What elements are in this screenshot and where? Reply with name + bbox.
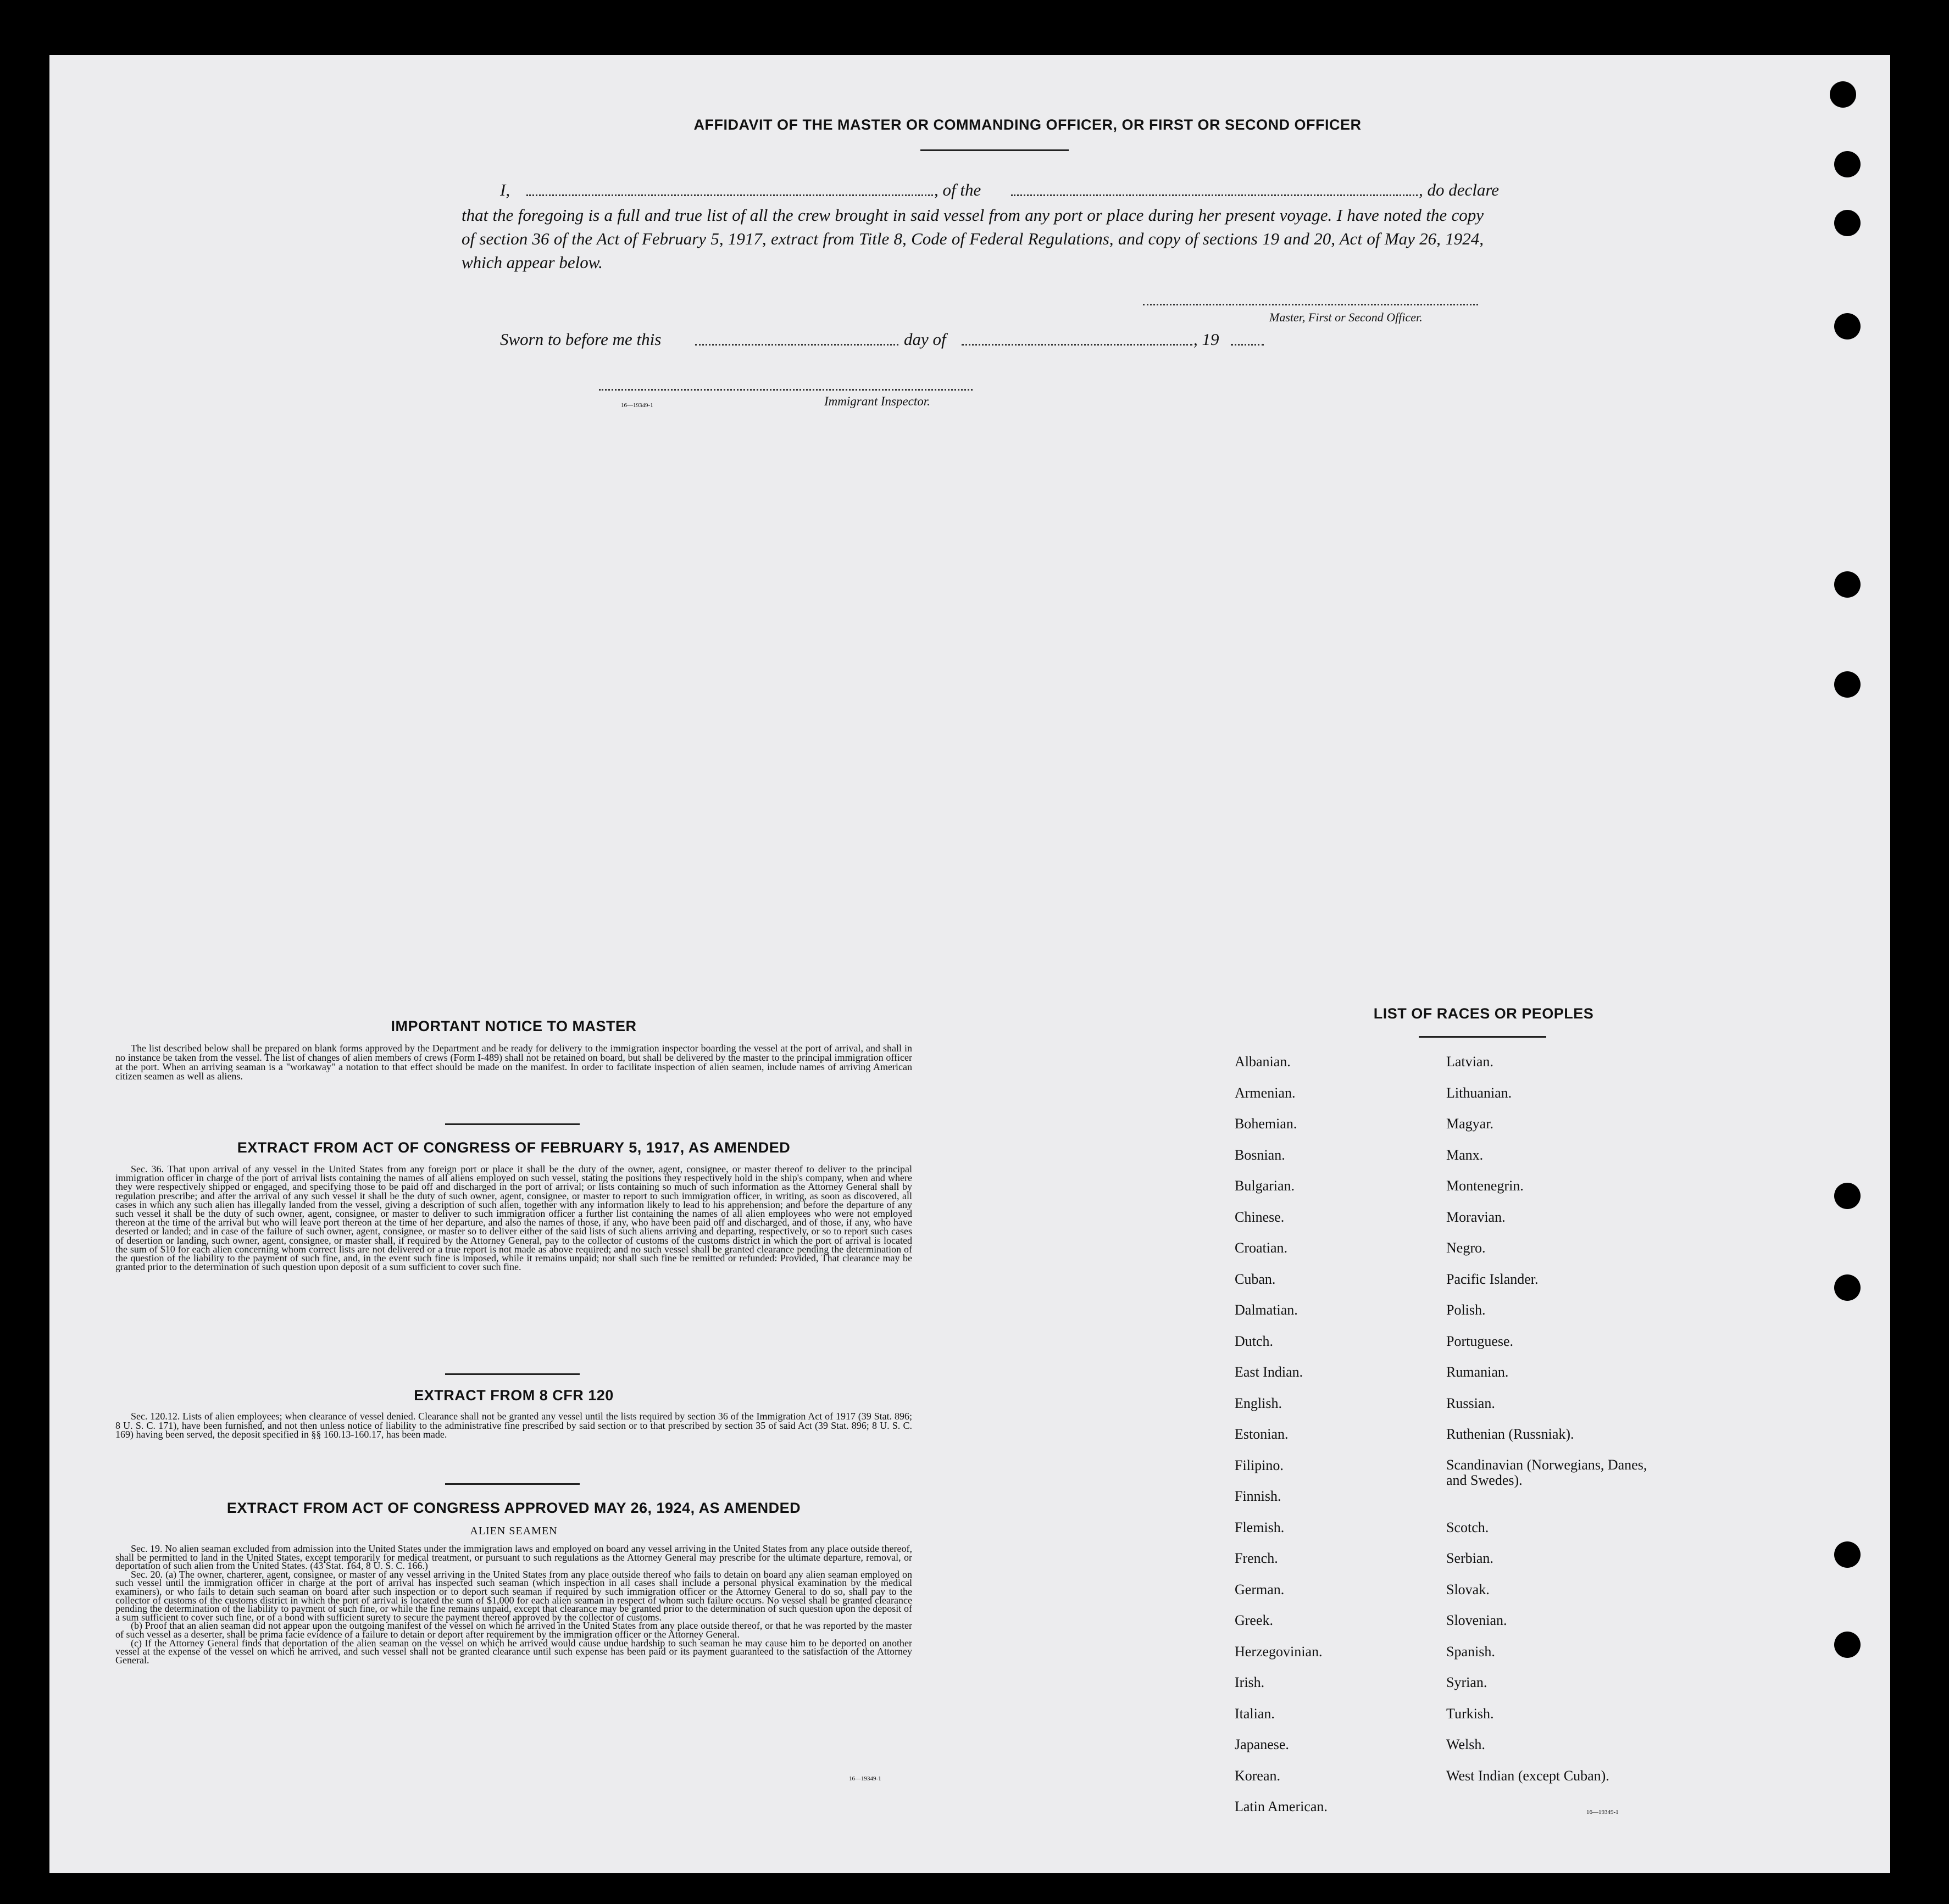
affidavit-i: I, <box>500 180 510 199</box>
race-item: Greek. <box>1235 1612 1274 1628</box>
notice-title: IMPORTANT NOTICE TO MASTER <box>391 1018 637 1034</box>
race-item: Montenegrin. <box>1446 1178 1524 1194</box>
binder-hole <box>1834 1541 1861 1568</box>
affidavit-do-declare: , do declare <box>1419 180 1500 199</box>
race-item: Slovenian. <box>1446 1612 1507 1628</box>
race-item: Latin American. <box>1235 1799 1328 1814</box>
vessel-blank[interactable] <box>1011 194 1418 196</box>
sworn-text: Sworn to before me this <box>500 330 662 349</box>
race-item: Scotch. <box>1446 1519 1489 1535</box>
extract-1917-rule <box>445 1373 580 1375</box>
binder-hole <box>1834 1274 1861 1301</box>
race-item: Negro. <box>1446 1240 1486 1256</box>
race-item: Japanese. <box>1235 1736 1289 1752</box>
race-item: Herzegovinian. <box>1235 1643 1323 1660</box>
extract-cfr-rule <box>445 1483 580 1485</box>
race-item: Russian. <box>1446 1395 1495 1411</box>
race-item: Estonian. <box>1235 1426 1289 1442</box>
extract-1924-subtitle: ALIEN SEAMEN <box>470 1525 558 1537</box>
race-item: Slovak. <box>1446 1581 1490 1597</box>
binder-hole <box>1834 210 1861 236</box>
race-item: Chinese. <box>1235 1209 1285 1225</box>
binder-hole <box>1834 1183 1861 1209</box>
inspector-signature-line[interactable] <box>599 389 973 391</box>
affidavit-form-number: 16—19349-1 <box>621 402 653 409</box>
binder-hole <box>1834 1632 1861 1658</box>
affidavit-of-the: , of the <box>934 180 981 199</box>
sec-20c-paragraph: (c) If the Attorney General finds that deportation of the alien seaman on the vessel on which he arrived would cause undue hardship to such seaman he may cause him to be deported on another vessel at the expense of the vessel on which he arrived, and such vessel shall not be granted clearance until such expense has been paid or its payment guaranteed to the satisfaction of the Attorney General. <box>115 1637 912 1666</box>
race-item: Armenian. <box>1235 1084 1296 1101</box>
race-item: Manx. <box>1446 1146 1484 1163</box>
binder-hole <box>1834 151 1861 177</box>
affidavit-title: AFFIDAVIT OF THE MASTER OR COMMANDING OFFICER, OR FIRST OR SECOND OFFICER <box>693 116 1362 133</box>
inspector-caption: Immigrant Inspector. <box>824 394 930 408</box>
race-item: Ruthenian (Russniak). <box>1446 1426 1574 1442</box>
race-item: Flemish. <box>1235 1519 1285 1535</box>
name-blank[interactable] <box>526 194 933 196</box>
extract-1917-body: Sec. 36. That upon arrival of any vessel in the United States from any foreign port or place it shall be the duty of the owner, agent, consignee, or master thereof to deliver to the principal immigration officer in charge of the port of arrival lists containing the names of all aliens employed on such vessel, stating the positions they respectively hold in the ship's company, when and where they were respectively shipped or engaged, and specifying those to be paid off and discharged in the port of arrival; or lists containing so much of such information as the Attorney General shall by regulation prescribe; and after the arrival of any such vessel it shall be the duty of such owner, agent, consignee, or master to report to such immigration officer, in writing, as soon as discovered, all cases in which any such alien has illegally landed from the vessel, giving a description of such alien, together with any information likely to lead to his apprehension; and before the departure of any such vessel it shall be the duty of such owner, agent, consignee, or master to deliver to such immigration officer a further list containing the names of all alien employees who were not employed thereon at the time of the arrival but who will leave port thereon at the time of her departure, and also the names of those, if any, who have been paid off and discharged, and of those, if any, who have deserted or landed; and in case of the failure of such owner, agent, consignee, or master so to deliver either of the said lists of such aliens arriving and departing, respectively, or so to report such cases of desertion or landing, such owner, agent, consignee, or master shall, if required by the Attorney General, pay to the collector of customs of the customs district in which the port of arrival is located the sum of $10 for each alien concerning whom correct lists are not delivered or a true report is not made as above required; and no such vessel shall be granted clearance pending the determination of the question of the liability to the payment of such fine, and, in the event such fine is imposed, while it remains unpaid; nor shall such fine be remitted or refunded: Provided, That clearance may be granted prior to the determination of such question upon deposit of a sum sufficient to cover such fine. <box>115 1163 912 1273</box>
race-item: Spanish. <box>1446 1643 1495 1660</box>
race-item: Moravian. <box>1446 1209 1506 1225</box>
sec-20b-paragraph: (b) Proof that an alien seaman did not appear upon the outgoing manifest of the vessel on which he arrived in the United States from any place outside thereof, or that he was reported by the master of such vessel as a deserter, shall be prima facie evidence of a failure to detain or deport after requirement by the immigration officer or the Attorney General. <box>115 1620 912 1640</box>
affidavit-body: that the foregoing is a full and true list of all the crew brought in said vessel from any port or place during her present voyage. I have noted the copy of section 36 of the Act of February 5, 1917, extract from Title 8, Code of Federal Regulations, and copy of sections 19 and 20, Act of May 26, 1924, which appear below. <box>462 205 1484 272</box>
races-title: LIST OF RACES OR PEOPLES <box>1373 1005 1594 1022</box>
binder-hole <box>1830 81 1856 108</box>
race-item: Albanian. <box>1235 1054 1291 1070</box>
race-item: French. <box>1235 1550 1278 1566</box>
race-item: Welsh. <box>1446 1736 1485 1752</box>
sec-19-paragraph: Sec. 19. No alien seaman excluded from admission into the United States under the immigration laws and employed on board any vessel arriving in the United States from any place outside thereof, shall be permitted to land in the United States, except temporarily for medical treatment, or pursuant to such regulations as the Attorney General may prescribe for the ultimate departure, removal, or deportation of such alien from the United States. (43 Stat. 164, 8 U. S. C. 166.) <box>115 1543 912 1572</box>
race-item: Croatian. <box>1235 1240 1288 1256</box>
race-item: Pacific Islander. <box>1446 1271 1539 1287</box>
race-item: Filipino. <box>1235 1457 1284 1473</box>
notice-body: The list described below shall be prepared on blank forms approved by the Department and be ready for delivery to the immigration inspector boarding the vessel at the port of arrival, and shall in no instance be taken from the vessel. The list of changes of alien members of crews (Form I-489) shall not be retained on board, but shall be delivered by the master to the principal immigration officer at the port. When an arriving seaman is a "workaway" a notation to that effect should be made on the manifest. In order to facilitate inspection of alien seamen, include names of arriving American citizen seamen as well as aliens. <box>115 1043 912 1082</box>
race-item: Italian. <box>1235 1705 1275 1722</box>
race-item: East Indian. <box>1235 1364 1303 1380</box>
race-item: Magyar. <box>1446 1116 1493 1132</box>
race-item: Portuguese. <box>1446 1333 1514 1349</box>
race-item: Lithuanian. <box>1446 1084 1512 1101</box>
race-item: Bosnian. <box>1235 1146 1285 1163</box>
race-item: Scandinavian (Norwegians, Danes, and Swedes). <box>1446 1456 1647 1488</box>
extract-cfr-body: Sec. 120.12. Lists of alien employees; when clearance of vessel denied. Clearance shall not be granted any vessel until the lists required by section 36 of the Immigration Act of 1917 (39 Stat. 896; 8 U. S. C. 171), have been furnished, and not then unless notice of liability to the administrative fine prescribed by said section or to that prescribed by section 35 of said Act (39 Stat. 896; 8 U. S. C. 169) having been served, the deposit specified in §§ 160.13-160.17, has been made. <box>115 1411 912 1440</box>
race-item: Rumanian. <box>1446 1364 1509 1380</box>
master-signature-line[interactable] <box>1143 304 1478 305</box>
day-blank[interactable] <box>695 344 898 346</box>
race-item: Bulgarian. <box>1235 1178 1295 1194</box>
race-item: Bohemian. <box>1235 1116 1297 1132</box>
year-text: , 19 <box>1193 330 1219 349</box>
races-rule <box>1419 1036 1546 1038</box>
sec-20a-paragraph: Sec. 20. (a) The owner, charterer, agent, consignee, or master of any vessel arriving in the United States from any place outside thereof who fails to detain on board any alien seaman employed on such vessel until the immigration officer in charge at the port of arrival has inspected such seaman (which inspection in all cases shall include a personal physical examination by the medical examiners), or who fails to detain such seaman on board after such inspection or to deport such seaman if required by such immigration officer or the Attorney General to do so, shall pay to the collector of customs of the customs district in which the port of arrival is located the sum of $1,000 for each alien seaman in respect of whom such failure occurs. No vessel shall be granted clearance pending the determination of the liability to payment of such fine, or while the fine remains unpaid, except that clearance may be granted prior to the determination of such question upon the deposit of a sum sufficient to cover such fine, or of a bond with sufficient surety to secure the payment thereof approved by the collector of customs. <box>115 1568 912 1623</box>
races-form-number: 16—19349-1 <box>1586 1809 1619 1816</box>
race-item: Irish. <box>1235 1674 1265 1690</box>
binder-hole <box>1834 313 1861 339</box>
race-item: German. <box>1235 1581 1285 1597</box>
race-item: Korean. <box>1235 1767 1281 1784</box>
extract-1924-form-number: 16—19349-1 <box>849 1775 881 1782</box>
race-item: Latvian. <box>1446 1054 1493 1070</box>
extract-1924-title: EXTRACT FROM ACT OF CONGRESS APPROVED MAY 26, 1924, AS AMENDED <box>226 1500 801 1516</box>
race-item: Turkish. <box>1446 1705 1494 1722</box>
binder-hole <box>1834 671 1861 698</box>
master-signature-caption: Master, First or Second Officer. <box>1269 310 1423 324</box>
race-item: Dutch. <box>1235 1333 1274 1349</box>
binder-hole <box>1834 571 1861 598</box>
day-of-text: day of <box>904 330 946 349</box>
extract-cfr-title: EXTRACT FROM 8 CFR 120 <box>414 1387 614 1404</box>
race-item: Finnish. <box>1235 1488 1281 1504</box>
month-blank[interactable] <box>962 344 1192 346</box>
year-blank[interactable] <box>1231 344 1264 346</box>
title-rule <box>920 149 1069 151</box>
extract-1917-title: EXTRACT FROM ACT OF CONGRESS OF FEBRUARY 5, 1917, AS AMENDED <box>237 1139 791 1156</box>
race-item: Syrian. <box>1446 1674 1487 1690</box>
race-item: English. <box>1235 1395 1282 1411</box>
race-item: Serbian. <box>1446 1550 1493 1566</box>
extract-1924-text <box>115 1545 912 1664</box>
race-item: West Indian (except Cuban). <box>1446 1767 1609 1784</box>
race-item: Cuban. <box>1235 1271 1276 1287</box>
notice-rule <box>445 1123 580 1125</box>
race-item: Polish. <box>1446 1302 1486 1318</box>
race-item: Dalmatian. <box>1235 1302 1298 1318</box>
form-page <box>49 55 1890 1873</box>
